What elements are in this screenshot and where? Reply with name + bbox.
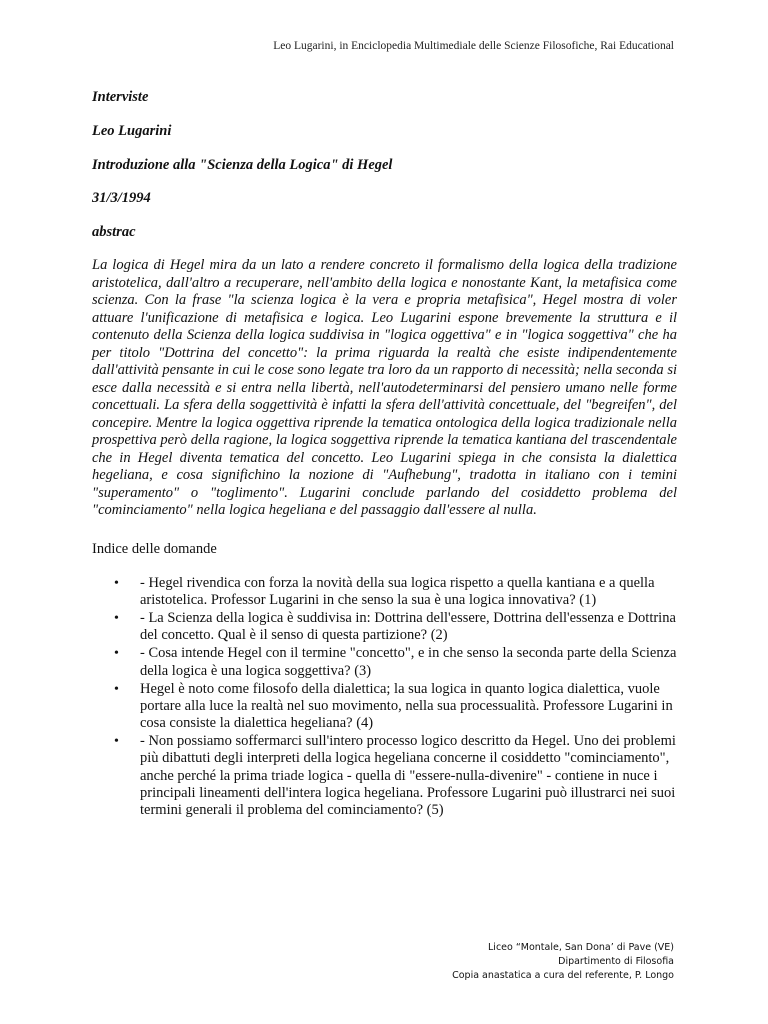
author-name: Leo Lugarini	[92, 123, 172, 139]
question-text: - Cosa intende Hegel con il termine "concetto", e in che senso la seconda parte della Scienza della logica è una logica soggettiva? (3)	[140, 645, 677, 679]
bullet-icon: •	[114, 734, 119, 750]
question-text: - Hegel rivendica con forza la novità della sua logica rispetto a quella kantiana e a quella aristotelica. Professor Lugarini in che senso la sua è una logica innovativa? (1)	[140, 575, 655, 609]
bullet-icon: •	[114, 611, 119, 627]
bullet-icon: •	[114, 646, 119, 662]
section-label: Interviste	[92, 89, 149, 105]
question-text: Hegel è noto come filosofo della dialettica; la sua logica in quanto logica dialettica, vuole portare alla luce la realtà nel suo movimento, nella sua processualità. Professore Lugarini in cosa consiste la dialettica hegeliana? (4)	[140, 680, 673, 732]
questions-index-title: Indice delle domande	[92, 541, 217, 557]
footer-school: Liceo “Montale, San Dona’ di Pave (VE)	[488, 942, 674, 953]
bullet-icon: •	[114, 576, 119, 591]
footer-copy-note: Copia anastatica a cura del referente, P. Longo	[452, 970, 674, 981]
question-text: - Non possiamo soffermarci sull'intero processo logico descritto da Hegel. Uno dei problemi più dibattuti degli interpreti della logica hegeliana concerne il cosiddetto "cominciamento", anche perché la prima triade logica - quella di "essere-nulla-divenire" - contiene in nuce i principali lineamenti dell'intera logica hegeliana. Professore Lugarini può illustrarci nei suoi termini generali il problema del cominciamento? (5)	[140, 733, 676, 819]
page-footer	[452, 941, 674, 983]
question-text: - La Scienza della logica è suddivisa in: Dottrina dell'essere, Dottrina dell'essenza e Dottrina del concetto. Qual è il senso di questa partizione? (2)	[140, 610, 676, 644]
question-item	[92, 681, 682, 733]
question-item	[92, 610, 682, 645]
abstract-text: La logica di Hegel mira da un lato a rendere concreto il formalismo della logica della tradizione aristotelica, dall'altro a recuperare, nell'ambito della logica e nonostante Kant, la metafisica come scienza. Con la frase "la scienza logica è la vera e propria metafisica", Hegel mostra di voler attuare l'unificazione di metafisica e logica. Leo Lugarini espone brevemente la struttura e il contenuto della Scienza della logica suddivisa in "logica oggettiva" e in "logica soggettiva" che ha per titolo "Dottrina del concetto": la prima riguarda la realtà che esiste indipendentemente dall'attività pensante in cui le cose sono legate tra loro da un rapporto di necessità; nella seconda si esce dalla necessità e si entra nella libertà, nell'autodeterminarsi del pensiero umano nelle forme concettuali. La sfera della soggettività è infatti la sfera dell'attività concettuale, del "begreifen", del concepire. Mentre la logica oggettiva riprende la tematica ontologica della logica tradizionale nella prospettiva però della ragione, la logica soggettiva riprende la tematica kantiana del trascendentale che in Hegel diventa tematica del concetto. Leo Lugarini spiega in che consista la dialettica hegeliana, e cosa significhino la nozione di "Aufhebung", tradotta in italiano con i temini "superamento" o "toglimento". Lugarini conclude parlando del cosiddetto problema del "cominciamento" nella logica hegeliana e del passaggio dall'essere al nulla.	[92, 257, 677, 518]
document-date: 31/3/1994	[92, 190, 151, 206]
document-title: Introduzione alla "Scienza della Logica" di Hegel	[92, 157, 393, 173]
question-item	[92, 733, 682, 819]
question-item	[92, 645, 682, 680]
question-item	[92, 575, 682, 610]
bullet-icon: •	[114, 681, 119, 697]
page-header-citation: Leo Lugarini, in Enciclopedia Multimediale delle Scienze Filosofiche, Rai Educational	[273, 40, 674, 52]
footer-department: Dipartimento di Filosofia	[558, 956, 674, 967]
abstract-label: abstrac	[92, 224, 136, 240]
questions-list	[92, 575, 682, 820]
